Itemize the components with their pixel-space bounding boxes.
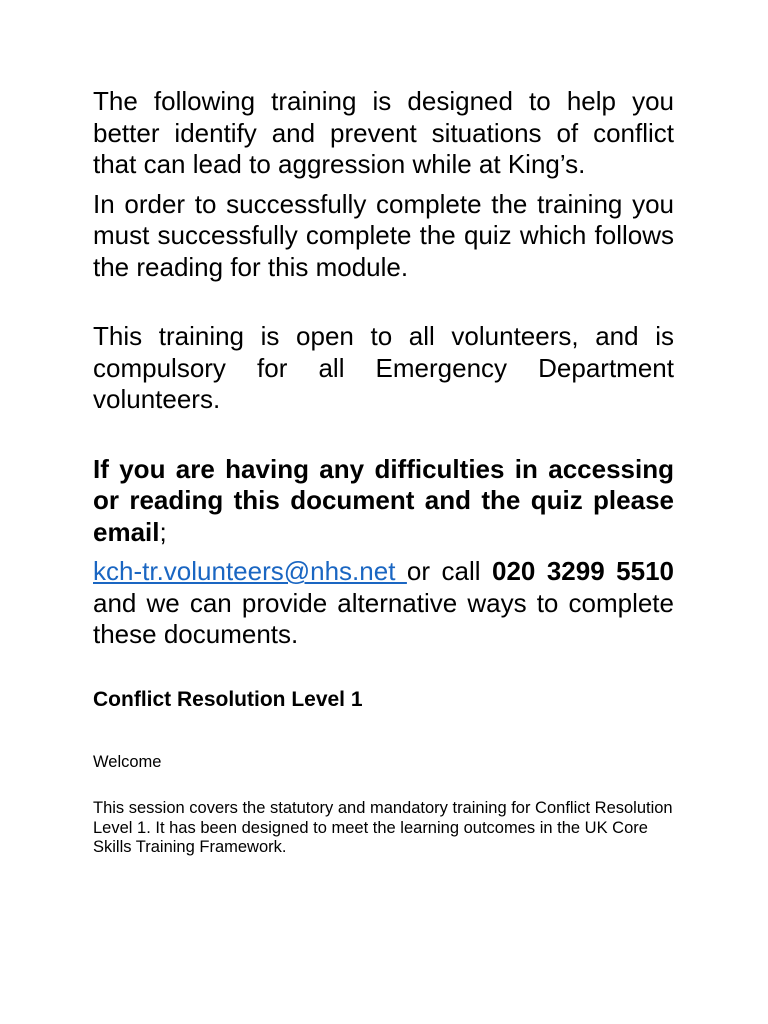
email-link[interactable]: kch-tr.volunteers@nhs.net bbox=[93, 556, 407, 586]
contact-semicolon: ; bbox=[159, 516, 167, 547]
intro-paragraph-3: This training is open to all volunteers, and is compulsory for all Emergency Department volunteers. bbox=[93, 321, 674, 414]
contact-rest-text: and we can provide alternative ways to complete these documents. bbox=[93, 587, 674, 649]
spacer bbox=[93, 181, 674, 189]
intro-paragraph-1: The following training is designed to help you better identify and prevent situations of conflict that can lead to aggression while at King’s. bbox=[93, 86, 674, 179]
phone-number: 020 3299 5510 bbox=[491, 556, 674, 586]
contact-bold-text: If you are having any difficulties in accessing or reading this document and the quiz please email bbox=[93, 453, 674, 547]
spacer bbox=[93, 548, 674, 556]
section-heading: Conflict Resolution Level 1 bbox=[93, 687, 363, 711]
spacer bbox=[93, 772, 674, 799]
document-page bbox=[93, 86, 674, 858]
contact-paragraph bbox=[93, 454, 674, 549]
or-call-text: or call bbox=[406, 556, 492, 586]
spacer bbox=[93, 416, 674, 454]
spacer bbox=[93, 651, 674, 687]
spacer bbox=[93, 713, 674, 753]
spacer bbox=[93, 283, 674, 321]
intro-paragraph-2: In order to successfully complete the training you must successfully complete the quiz which follows the reading for this module. bbox=[93, 188, 674, 282]
welcome-text: Welcome bbox=[93, 752, 162, 771]
session-description: This session covers the statutory and mandatory training for Conflict Resolution Level 1. It has been designed to meet the learning outcomes in the UK Core Skills Training Framework. bbox=[93, 799, 673, 856]
contact-details-paragraph bbox=[93, 556, 674, 651]
